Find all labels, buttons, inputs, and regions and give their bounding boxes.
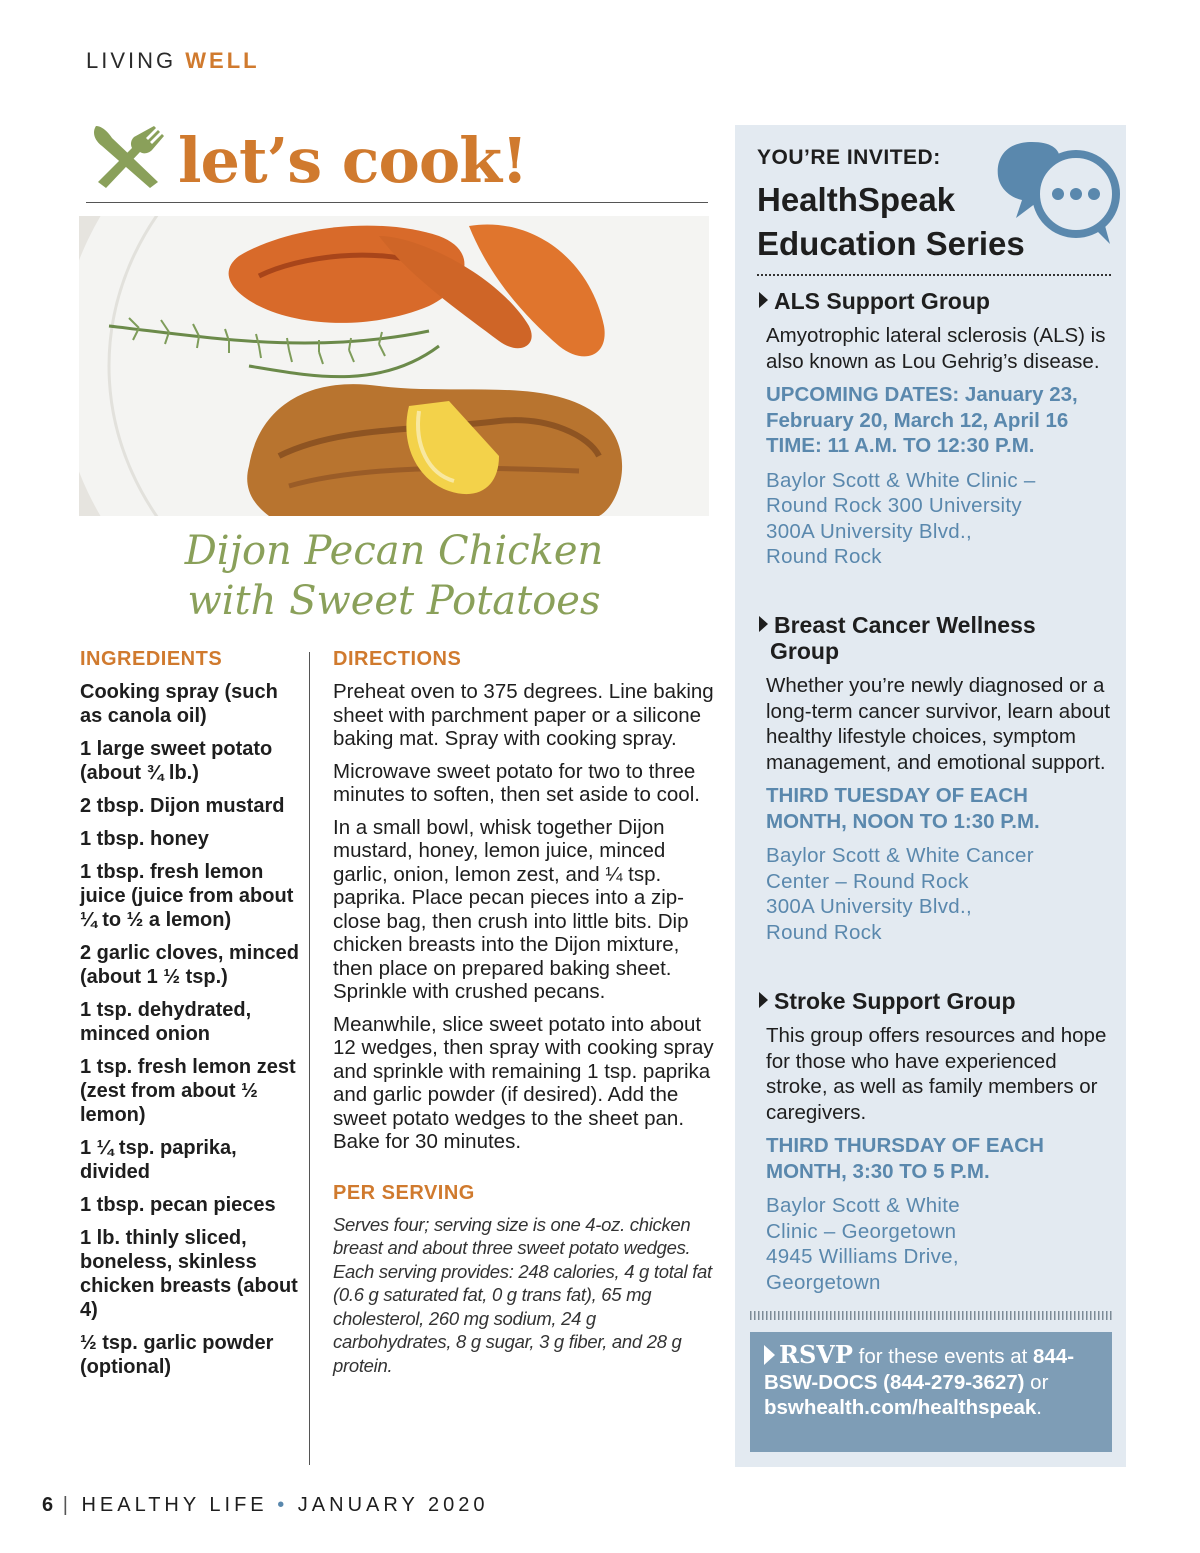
rsvp-word: RSVP: [779, 1340, 853, 1369]
event-location-line: Clinic – Georgetown: [766, 1219, 957, 1243]
ingredient-item: 1 tbsp. fresh lemon juice (juice from about ¼ to ½ a lemon): [80, 861, 294, 931]
event-description: This group offers resources and hope for those who have experienced stroke, as well as family members or caregivers.: [766, 1024, 1107, 1124]
page-footer: [42, 1494, 488, 1517]
ingredient-item: 1 tbsp. honey: [80, 828, 209, 850]
event-dates-line: February 20, March 12, April 16: [766, 408, 1069, 432]
event-title-text: Breast Cancer Wellness: [774, 612, 1036, 638]
page-title: let’s cook!: [178, 124, 528, 197]
event-dates: [766, 783, 1114, 834]
section-emphasis: WELL: [185, 48, 260, 73]
ingredient-item: 2 tbsp. Dijon mustard: [80, 795, 285, 817]
event-time-line: TIME: 11 A.M. TO 12:30 P.M.: [766, 434, 1035, 457]
event-location: [766, 468, 1114, 570]
publication-name: HEALTHY LIFE: [81, 1494, 268, 1516]
event-location-line: Round Rock: [766, 920, 882, 944]
direction-step: Preheat oven to 375 degrees. Line baking sheet with parchment paper or a silicone baking mat. Spray with cooking spray.: [333, 680, 714, 750]
event-location: [766, 1193, 1114, 1295]
ingredient-item: 2 garlic cloves, minced (about 1 ½ tsp.): [80, 942, 299, 988]
invite-label: YOU’RE INVITED:: [757, 146, 941, 169]
triangle-bullet-icon: [764, 1345, 775, 1365]
ingredient-item: 1 tsp. fresh lemon zest (zest from about ½ lemon): [80, 1056, 296, 1126]
food-photo: [79, 216, 709, 516]
event-title: [759, 288, 1114, 314]
direction-step: Meanwhile, slice sweet potato into about 12 wedges, then spray with cooking spray and sprinkle with remaining 1 tsp. paprika and garlic powder (if desired). Add the sweet potato wedges to the sheet pan. Bake for 30 minutes.: [333, 1012, 714, 1153]
series-title-line1: HealthSpeak: [757, 181, 956, 218]
rsvp-box: [750, 1332, 1112, 1452]
event-dates: [766, 382, 1114, 459]
rsvp-url-link[interactable]: bswhealth.com/healthspeak: [764, 1396, 1037, 1419]
event-location: [766, 843, 1114, 945]
section-label: [86, 48, 260, 74]
event-dates-line: MONTH, NOON TO 1:30 P.M.: [766, 809, 1040, 833]
ingredient-item: 1 tbsp. pecan pieces: [80, 1194, 276, 1216]
event-breast-cancer: [759, 612, 1114, 945]
event-description: Amyotrophic lateral sclerosis (ALS) is also known as Lou Gehrig’s disease.: [766, 324, 1106, 373]
event-location-line: 300A University Blvd.,: [766, 895, 972, 918]
directions-column: [333, 648, 718, 1377]
direction-step: Microwave sweet potato for two to three minutes to soften, then set aside to cool.: [333, 759, 700, 806]
issue-date: JANUARY 2020: [297, 1494, 489, 1516]
event-location-line: Round Rock: [766, 545, 882, 568]
event-title-text: Stroke Support Group: [774, 988, 1016, 1014]
event-dates: [766, 1133, 1114, 1184]
event-title-text: ALS Support Group: [774, 288, 990, 314]
ingredient-item: 1 lb. thinly sliced, boneless, skinless chicken breasts (about 4): [80, 1227, 298, 1321]
ingredients-heading: INGREDIENTS: [80, 648, 223, 670]
rsvp-phone-link[interactable]: 844-BSW-DOCS (844-279-3627): [764, 1345, 1075, 1394]
event-location-line: 4945 Williams Drive,: [766, 1245, 959, 1268]
event-als: [759, 288, 1114, 570]
triangle-bullet-icon: [759, 292, 768, 308]
recipe-title: [79, 526, 709, 626]
ingredient-item: 1 large sweet potato (about ¾ lb.): [80, 738, 273, 784]
event-location-line: 300A University Blvd.,: [766, 519, 972, 543]
event-description: Whether you’re newly diagnosed or a long-term cancer survivor, learn about healthy lifestyle choices, symptom management, and emotional support.: [766, 674, 1111, 774]
ingredients-list: [80, 680, 302, 1379]
series-title-line2: Education Series: [757, 225, 1025, 262]
dotted-divider: [757, 274, 1111, 276]
fork-knife-icon: [90, 122, 166, 192]
rsvp-text: [764, 1342, 1104, 1421]
direction-step: In a small bowl, whisk together Dijon mustard, honey, lemon juice, minced garlic, onion, lemon zest, and ¼ tsp. paprika. Place pecan pieces into a zip-close bag, then crush into little bits. Dip chicken breasts into the Dijon mixture, then place on prepared baking sheet. Sprinkle with crushed pecans.: [333, 815, 689, 1003]
triangle-bullet-icon: [759, 992, 768, 1008]
ingredient-item: 1 tsp. dehydrated, minced onion: [80, 999, 252, 1045]
event-dates-line: MONTH, 3:30 TO 5 P.M.: [766, 1159, 990, 1183]
event-location-line: Baylor Scott & White Clinic –: [766, 468, 1036, 492]
directions-heading: DIRECTIONS: [333, 648, 462, 670]
triangle-bullet-icon: [759, 616, 768, 632]
rsvp-divider: [750, 1311, 1112, 1320]
ingredient-item: Cooking spray (such as canola oil): [80, 681, 278, 727]
footer-separator: |: [62, 1494, 72, 1516]
rsvp-text-part: for these events at: [852, 1345, 1033, 1368]
event-location-line: Georgetown: [766, 1270, 881, 1294]
event-dates-line: UPCOMING DATES: January 23,: [766, 383, 1078, 406]
recipe-title-line1: Dijon Pecan Chicken: [184, 528, 604, 574]
event-title-line2: Group: [770, 638, 839, 664]
event-location-line: Baylor Scott & White: [766, 1194, 960, 1217]
column-divider: [309, 652, 310, 1465]
ingredients-column: [80, 648, 302, 1388]
per-serving-text: Serves four; serving size is one 4-oz. chicken breast and about three sweet potato wedges. Each serving provides: 248 calories, 4 g total fat (0.6 g saturated fat, 0 g trans fat), 65 mg cholesterol, 260 mg sodium, 24 g carbohydrates, 8 g sugar, 3 g fiber, and 28 g protein.: [333, 1213, 712, 1376]
recipe-title-line2: with Sweet Potatoes: [187, 578, 601, 624]
per-serving-heading: PER SERVING: [333, 1181, 475, 1204]
event-title: [759, 612, 1114, 638]
ingredient-item: 1 ¼ tsp. paprika, divided: [80, 1137, 237, 1183]
event-location-line: Baylor Scott & White Cancer: [766, 844, 1034, 867]
rsvp-text-part: .: [1036, 1396, 1042, 1419]
footer-dot: •: [277, 1494, 289, 1516]
section-prefix: LIVING: [86, 48, 177, 73]
event-stroke: [759, 988, 1114, 1295]
rsvp-text-part: or: [1024, 1370, 1049, 1394]
page-number: 6: [42, 1494, 54, 1516]
event-dates-line: THIRD THURSDAY OF EACH: [766, 1134, 1044, 1157]
event-title: [759, 988, 1114, 1014]
event-location-line: Round Rock 300 University: [766, 494, 1022, 517]
event-dates-line: THIRD TUESDAY OF EACH: [766, 784, 1028, 807]
ingredient-item: ½ tsp. garlic powder (optional): [80, 1332, 274, 1378]
chat-bubbles-icon: [994, 132, 1124, 250]
event-location-line: Center – Round Rock: [766, 869, 969, 893]
page-title-block: [86, 116, 708, 203]
